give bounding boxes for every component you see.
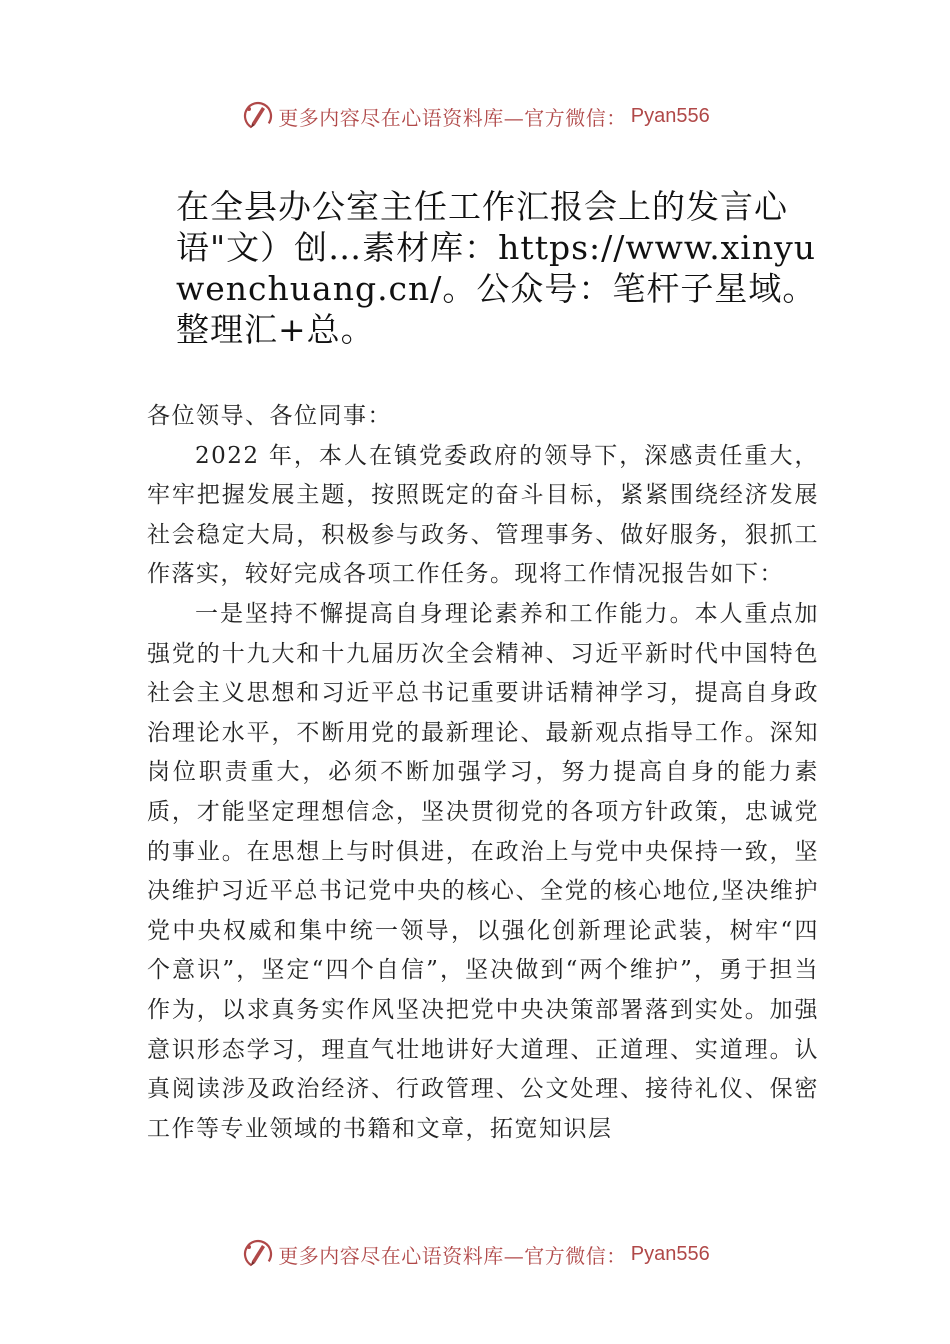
salutation: 各位领导、各位同事：	[147, 403, 392, 429]
document-body	[147, 397, 819, 1149]
footer-banner	[0, 1232, 950, 1276]
pen-logo-icon	[240, 98, 276, 134]
document-title: 在全县办公室主任工作汇报会上的发言心语"文）创…素材库：https://www.xinyuwenchuang.cn/。公众号：笔杆子星域。整理汇+总。	[176, 187, 817, 349]
header-banner-text: 更多内容尽在心语资料库—官方微信：	[278, 105, 627, 130]
paragraph: 一是坚持不懈提高自身理论素养和工作能力。本人重点加强党的十九大和十九届历次全会精神、习近平新时代中国特色社会主义思想和习近平总书记重要讲话精神学习，提高自身政治理论水平，不断用党的最新理论、最新观点指导工作。深知岗位职责重大，必须不断加强学习，努力提高自身的能力素质，才能坚定理想信念，坚决贯彻党的各项方针政策，忠诚党的事业。在思想上与时俱进，在政治上与党中央保持一致，坚决维护习近平总书记党中央的核心、全党的核心地位,坚决维护党中央权威和集中统一领导，以强化创新理论武装，树牢“四个意识”，坚定“四个自信”，坚决做到“两个维护”，勇于担当作为，以求真务实作风坚决把党中央决策部署落到实处。加强意识形态学习，理直气壮地讲好大道理、正道理、实道理。认真阅读涉及政治经济、行政管理、公文处理、接待礼仪、保密工作等专业领域的书籍和文章，拓宽知识层	[147, 600, 819, 1142]
header-banner	[0, 94, 950, 138]
pen-logo-icon	[240, 1236, 276, 1272]
header-banner-handle: Pyan556	[630, 104, 710, 127]
footer-banner-handle: Pyan556	[630, 1242, 710, 1265]
paragraph: 2022 年，本人在镇党委政府的领导下，深感责任重大，牢牢把握发展主题，按照既定的奋斗目标，紧紧围绕经济发展社会稳定大局，积极参与政务、管理事务、做好服务，狠抓工作落实，较好完成各项工作任务。现将工作情况报告如下：	[147, 442, 819, 588]
footer-banner-text: 更多内容尽在心语资料库—官方微信：	[278, 1243, 627, 1268]
